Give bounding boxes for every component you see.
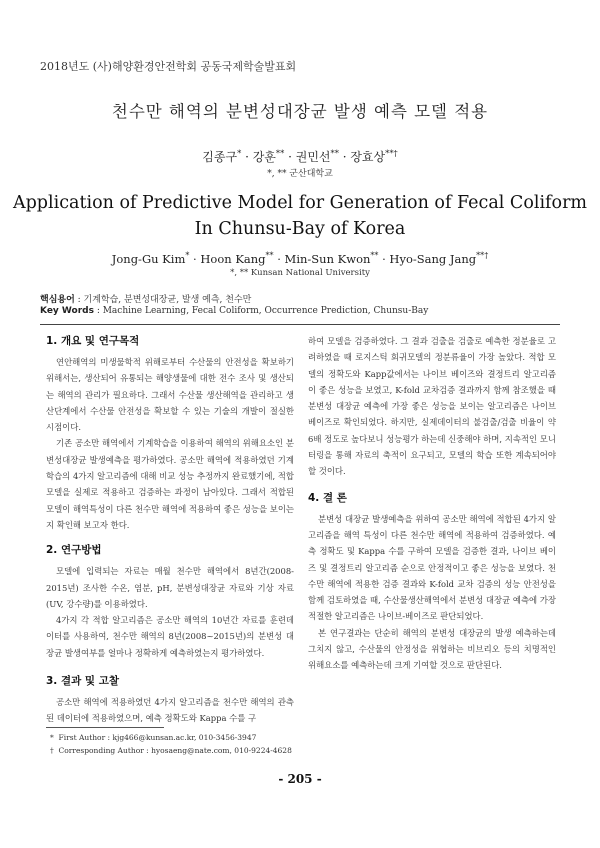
author-mark: *: [237, 148, 242, 158]
page-number: - 205 -: [278, 772, 322, 786]
author-separator: ·: [378, 252, 390, 266]
author-separator: ·: [273, 252, 285, 266]
footnote-divider: [46, 727, 164, 728]
author-mark: **: [275, 148, 285, 158]
keywords-korean: [40, 292, 251, 305]
korean-affiliation: *, ** 군산대학교: [267, 169, 333, 179]
korean-title: 천수만 해역의 분변성대장균 발생 예측 모델 적용: [111, 102, 489, 121]
keywords-label: 핵심용어: [40, 295, 75, 305]
korean-authors: [0, 148, 600, 165]
footnote-first-author: [50, 733, 256, 742]
author-mark: **†: [476, 251, 489, 261]
conference-header: 2018년도 (사)해양환경안전학회 공동국제학술발표회: [40, 60, 297, 73]
author-separator: ·: [241, 150, 253, 164]
paragraph: 분변성 대장균 발생예측을 위하여 공소만 해역에 적합된 4가지 알고리즘을 해역 특성이 다른 천수만 해역에 적용하여 검증하였다. 예측 정확도 및 Kappa 수를 구하여 모델을 검증한 결과, 나이브 베이즈 및 결정트리 알고리즘 순으로 안정적이고 좋은 성능을 보였다. 천수만 해역에 적용한 검증 결과와 K-fold 교차 검증의 성능 안전성을 함께 검토하였을 때, 수산물생산해역에서 분변성 대장균 예측에 가장 적절한 알고리즘은 나이브-베이즈로 판단되었다.: [308, 513, 556, 622]
keywords-english: [40, 306, 428, 316]
author-name: Hyo-Sang Jang: [389, 252, 477, 266]
paragraph: 연안해역의 미생물학적 위해로부터 수산물의 안전성을 확보하기 위해서는, 생산되어 유통되는 해양생물에 대한 전수 조사 및 생산되는 해역의 관리가 필요하다. 그래서 수산물 생산해역을 관리하고 생산단계에서 수산물 안전성을 확보할 수 있는 기술의 개발이 절실한 시점이다.: [46, 357, 294, 433]
paragraph: 하여 모델을 검증하였다. 그 결과 검출을 검출로 예측한 정분율로 고려하였을 때 로지스틱 회귀모델의 정분류율이 가장 높았다. 적합 모델의 정확도와 Kapp값에서는 나이브 베이즈와 결정트리 알고리즘이 좋은 성능을 보였고, K-fold 교차검증 결과까지 함께 참조했을 때 분변성 대장균 예측에 가장 좋은 성능을 보이는 알고리즘은 나이브 베이즈로 확인되었다. 하지만, 실제데이터의 불검출/검출 비율이 약 6배 정도로 높다보니 성능평가 하는데 신중해야 하며, 지속적인 모니터링을 통해 자료의 축적이 요구되고, 모델의 학습 또한 계속되어야 할 것이다.: [308, 336, 556, 477]
paragraph: 모델에 입력되는 자료는 매월 천수만 해역에서 8년간(2008-2015년) 조사한 수온, 염분, pH, 분변성대장균 자료와 기상 자료(UV, 강수량)를 이용하였다.: [46, 566, 294, 609]
english-title-line: In Chunsu-Bay of Korea: [194, 219, 406, 239]
author-name: 김종구: [202, 150, 238, 164]
footnote-mark: *: [50, 733, 54, 742]
author-name: 권민선: [295, 150, 331, 164]
author-name: Min-Sun Kwon: [284, 252, 371, 266]
section-heading: 3. 결과 및 고찰: [46, 675, 119, 688]
keywords-label: Key Words: [40, 306, 94, 316]
keywords-text: : 기계학습, 분변성대장균, 발생 예측, 천수만: [74, 295, 252, 305]
author-mark: **: [330, 148, 339, 158]
english-affiliation: *, ** Kunsan National University: [230, 268, 370, 278]
english-title: [0, 190, 600, 242]
right-column: [308, 333, 556, 674]
author-separator: ·: [284, 150, 296, 164]
paragraph: 본 연구결과는 단순히 해역의 분변성 대장균의 발생 예측하는데 그치지 않고, 수산물의 안정성을 위협하는 비브리오 등의 치명적인 위해요소를 예측하는데 크게 기여할 것으로 판단된다.: [308, 627, 556, 671]
footnote-text: Corresponding Author : hyosaeng@nate.com, 010-9224-4628: [58, 746, 292, 755]
author-mark: **†: [385, 148, 398, 158]
author-mark: **: [265, 251, 274, 261]
section-heading: 2. 연구방법: [46, 544, 102, 557]
author-name: 장효상: [350, 150, 386, 164]
section-heading: 1. 개요 및 연구목적: [46, 335, 140, 347]
author-mark: *: [185, 251, 190, 261]
english-title-line: Application of Predictive Model for Generation of Fecal Coliform: [12, 193, 588, 213]
english-authors: [0, 252, 600, 266]
header-divider: [40, 324, 560, 325]
footnote-mark: †: [50, 746, 54, 755]
author-mark: **: [370, 251, 379, 261]
paragraph: 공소만 해역에 적용하였던 4가지 알고리즘을 천수만 해역의 관측된 데이터에 적용하였으며, 예측 정확도와 Kappa 수를 구: [46, 697, 294, 724]
left-column: [46, 333, 294, 727]
author-separator: ·: [338, 150, 351, 164]
author-name: Hoon Kang: [200, 252, 266, 266]
footnote-text: First Author : kjg466@kunsan.ac.kr, 010-3456-3947: [58, 733, 257, 742]
author-name: Jong-Gu Kim: [111, 252, 186, 266]
author-name: 강훈: [252, 150, 276, 164]
paragraph: 기존 공소만 해역에서 기계학습을 이용하여 해역의 위해요소인 분변성대장균 발생예측을 평가하였다. 공소만 해역에 적용하였던 기계학습의 4가지 알고리즘에 대해 비교 성능 추정까지 완료했기에, 적합 모델을 실제로 적용하고 검증하는 과정이 남아있다. 그래서 적합된 모델이 해역특성이 다른 천수만 해역에 적용하여 좋은 성능을 보이는지 확인해 보고자 한다.: [46, 438, 294, 530]
footnote-corresponding-author: [50, 746, 292, 755]
keywords-text: : Machine Learning, Fecal Coliform, Occurrence Prediction, Chunsu-Bay: [93, 306, 429, 316]
section-heading: 4. 결 론: [308, 491, 347, 504]
paragraph: 4가지 각 적합 알고리즘은 공소만 해역의 10년간 자료를 훈련데이터를 사용하여, 천수만 해역의 8년(2008~2015년)의 분변성 대장균 발생여부를 얼마나 정확하게 예측하였는지 평가하였다.: [46, 615, 294, 658]
author-separator: ·: [189, 252, 201, 266]
